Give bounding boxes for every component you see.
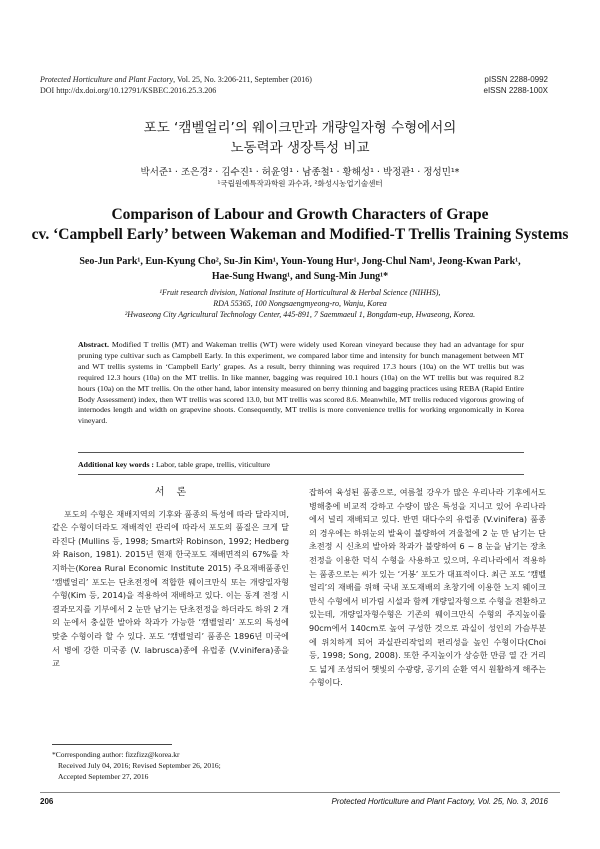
english-authors-line2: Hae-Sung Hwang¹, and Sung-Min Jung¹* — [211, 271, 389, 282]
english-authors-line1: Seo-Jun Park¹, Eun-Kyung Cho², Su-Jin Kim¹, Youn-Young Hur¹, Jong-Chul Nam¹, Jeong-Kwan Park¹, — [79, 256, 521, 267]
korean-title-line1: 포도 ‘캠벨얼리’의 웨이크만과 개량일자형 수형에서의 — [143, 120, 457, 136]
left-column-text: 포도의 수형은 재배지역의 기후와 품종의 특성에 따라 달라지며, 같은 수형이더라도 재배적인 관리에 따라서 포도의 품질은 크게 달라진다 (Mullins 등, 1998; Smart와 Robinson, 1992; Hedberg와 Raison, 1981). 2015년 현재 한국포도 재배면적의 67%를 차지하는(Korea Rural Economic Institute 2015) 주요재배품종인 ‘캠벨얼리’ 포도는 단초전정에 적합한 웨이크만식 또는 개량일자형 수형(Kim 등, 2014)을 적용하여 재배하고 있다. 이는 동계 전정 시 결과모지를 기부에서 2 눈만 남기는 단초전정을 하더라도 하위 2 개의 눈에서 충실한 발아와 착과가 가능한 ‘캠벨얼리’ 포도의 특성에 맞춘 수형이라 할 수 있다. 포도 ‘캠벨얼리’ 품종은 1896년 미국에서 병에 강한 미국종 (V. labrusca)종에 유럽종 (V.vinifera)종을 교 — [52, 508, 289, 669]
english-authors — [0, 254, 600, 284]
journal-citation: , Vol. 25, No. 3:206-211, September (2016) — [173, 75, 312, 84]
abstract — [78, 340, 524, 427]
korean-title — [0, 118, 600, 158]
footnote — [52, 749, 221, 782]
abstract-label: Abstract. — [78, 340, 109, 349]
keywords — [78, 460, 524, 469]
corresponding-author: *Corresponding author: fizzfizz@korea.kr — [52, 750, 180, 759]
english-affiliations — [0, 287, 600, 320]
section-title: 서론 — [154, 487, 199, 498]
right-column — [309, 486, 546, 690]
received-date: Received July 04, 2016; Revised September 26, 2016; — [58, 761, 221, 770]
korean-affiliations: ¹국립원예특작과학원 과수과, ²화성시농업기술센터 — [217, 179, 383, 188]
pissn: pISSN 2288-0992 — [484, 75, 548, 84]
keywords-text: Labor, table grape, trellis, viticulture — [154, 460, 271, 469]
eissn: eISSN 2288-100X — [483, 86, 548, 95]
keywords-label: Additional key words : — [78, 460, 155, 469]
doi[interactable]: DOI http://dx.doi.org/10.12791/KSBEC.2016.25.3.206 — [40, 86, 217, 95]
accepted-date: Accepted September 27, 2016 — [58, 772, 149, 781]
right-column-text: 잡하여 육성된 품종으로, 여름철 강우가 많은 우리나라 기후에서도 병해충에 비교적 강하고 수량이 많은 특성을 지니고 있어 우리나라에서 널리 재배되고 있다. 반면 대다수의 유럽종 (V.vinifera) 품종의 경우에는 하위눈의 발육이 불량하여 겨울철에 2 눈 만 남기는 단초전정 시 신초의 발아와 착과가 불량하여 6 ~ 8 눈을 남기는 장초전정을 이용한 덕식 수형을 사용하고 있으며, 우리나라에서 적용하는 품종으로는 씨가 있는 ‘거봉’ 포도가 대표적이다. 최근 포도 ‘캠벨얼리’의 재배를 위해 국내 포도재배의 초창기에 이용한 노지 웨이크만식 수형에서 비가림 시설과 함께 개량일자형으로 수형을 전환하고 있는데, 개량일자형수형은 기존의 웨이크만식 수형의 주지높이를 90cm에서 140cm로 높여 구성한 것으로 과실이 성인의 가슴부분에 위치하게 되어 과실관리작업의 편리성을 높인 수형이다(Choi 등, 1998; Song, 2008). 또한 주지높이가 상승한 만큼 열 간 거리도 넓게 조성되어 햇빛의 수광량, 공기의 순환 역시 원활하게 해주는 수형이다. — [309, 487, 546, 688]
abstract-divider — [78, 452, 524, 453]
english-affiliation-line3: ²Hwaseong City Agricultural Technology Center, 445-891, 7 Saemmaeul 1, Bongdam-eup, Hwaseong, Korea. — [124, 310, 476, 319]
korean-authors: 박서준¹ · 조은경² · 김수진¹ · 허윤영¹ · 남종철¹ · 황해성¹ · 박정관¹ · 정성민¹* — [140, 167, 460, 178]
english-title-line1: Comparison of Labour and Growth Characters of Grape — [111, 206, 489, 223]
footer-divider — [40, 792, 560, 793]
left-column — [52, 486, 289, 671]
page-number: 206 — [40, 797, 54, 806]
keywords-divider — [78, 474, 524, 475]
english-affiliation-line2: RDA 55365, 100 Nongsaengmyeong-ro, Wanju, Korea — [213, 299, 387, 308]
english-title-line2: cv. ‘Campbell Early’ between Wakeman and Modified-T Trellis Training Systems — [31, 226, 569, 243]
journal-name: Protected Horticulture and Plant Factory — [40, 75, 174, 84]
korean-title-line2: 노동력과 생장특성 비교 — [230, 140, 370, 156]
abstract-text: Modified T trellis (MT) and Wakeman trellis (WT) were widely used Korean vineyard because they had an advantage for spur pruning type cultivar such as Campbell Early. In this experiment, we compared labor time and intensity for bunch management between MT and WT trellis systems in ‘Campbell Early’ grapes. As a result, berry thinning was required 17.3 hours (10a) on the WT trellis but was required 12.3 hours (10a) on the MT trellis. In like manner, bagging was required 10.1 hours (10a) on the WT trellis but was required 8.2 hours (10a) on the MT trellis. On the other hand, labor intensity measured on berry thinning and bagging practices using REBA (Rapid Entire Body Assessment) index, then WT trellis was scored 13.0, but MT trellis was scored 8.6. Meanwhile, MT trellis reduced vigorous growing of internodes length and width on grapevine shoots. Consequently, MT trellis is more convenience trellis for working ergonomically in Korea vineyard. — [78, 340, 525, 426]
journal-header — [40, 74, 312, 96]
english-affiliation-line1: ¹Fruit research division, National Institute of Horticultural & Herbal Science (NIHHS), — [159, 288, 441, 297]
english-title — [0, 205, 600, 245]
footnote-divider — [52, 744, 172, 745]
issn-block — [484, 74, 549, 96]
footer-journal: Protected Horticulture and Plant Factory, Vol. 25, No. 3, 2016 — [331, 797, 548, 806]
